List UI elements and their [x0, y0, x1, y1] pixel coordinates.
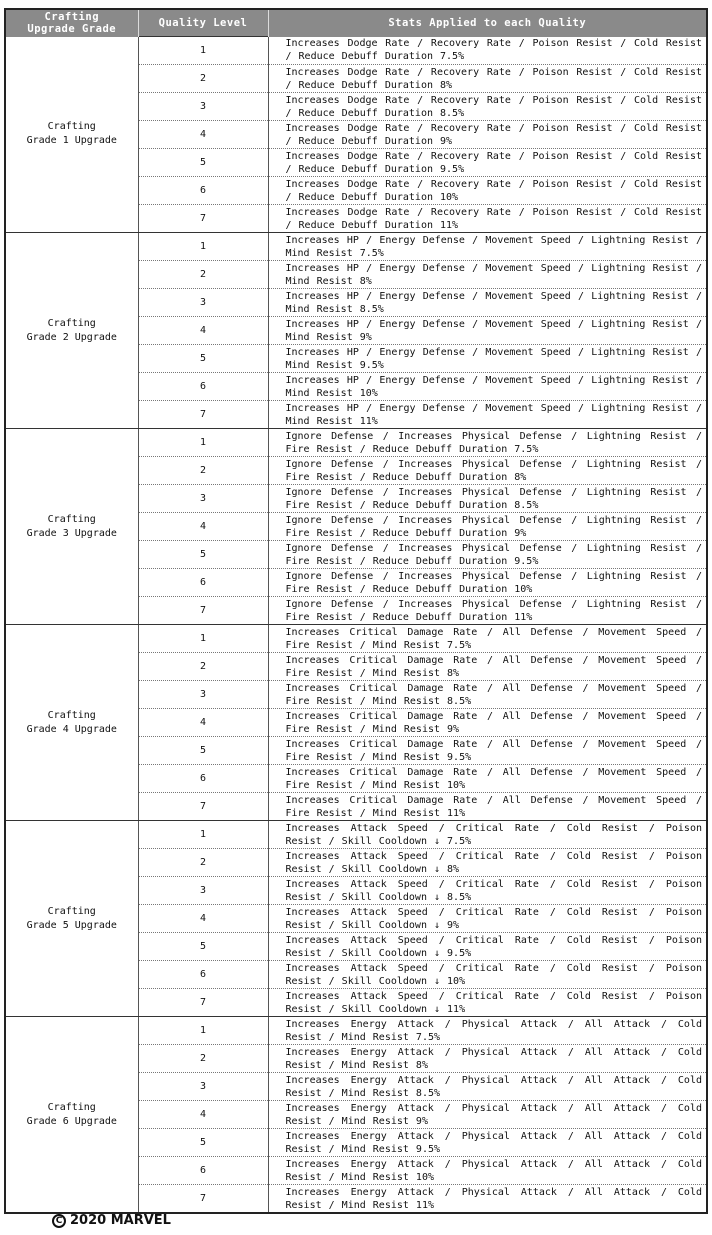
stat-description-cell: Ignore Defense / Increases Physical Defense / Lightning Resist / Fire Resist / Reduce Debuff Duration 7.5%: [268, 429, 707, 457]
quality-level-cell: 7: [138, 793, 268, 821]
quality-level-cell: 6: [138, 765, 268, 793]
quality-level-cell: 5: [138, 541, 268, 569]
quality-level-cell: 4: [138, 513, 268, 541]
stat-description-cell: Increases HP / Energy Defense / Movement Speed / Lightning Resist / Mind Resist 10%: [268, 373, 707, 401]
upgrade-grade-cell: [5, 429, 138, 625]
upgrade-grade-cell: [5, 625, 138, 821]
quality-level-cell: 1: [138, 1017, 268, 1045]
quality-level-cell: 3: [138, 485, 268, 513]
stat-description-cell: Increases Critical Damage Rate / All Defense / Movement Speed / Fire Resist / Mind Resist 9%: [268, 709, 707, 737]
stat-description-cell: Ignore Defense / Increases Physical Defense / Lightning Resist / Fire Resist / Reduce Debuff Duration 8%: [268, 457, 707, 485]
stat-description-cell: Increases Attack Speed / Critical Rate / Cold Resist / Poison Resist / Skill Cooldown ↓ 8.5%: [268, 877, 707, 905]
stat-description-cell: Ignore Defense / Increases Physical Defense / Lightning Resist / Fire Resist / Reduce Debuff Duration 10%: [268, 569, 707, 597]
quality-level-cell: 3: [138, 681, 268, 709]
table-row: [5, 625, 707, 653]
upgrade-grade-cell: [5, 1017, 138, 1214]
upgrade-grade-line2: Grade 6 Upgrade: [26, 1115, 117, 1127]
stat-description-cell: Increases HP / Energy Defense / Movement Speed / Lightning Resist / Mind Resist 9.5%: [268, 345, 707, 373]
crafting-stats-table: [4, 8, 708, 1214]
quality-level-cell: 2: [138, 261, 268, 289]
stat-description-cell: Increases Attack Speed / Critical Rate / Cold Resist / Poison Resist / Skill Cooldown ↓ 8%: [268, 849, 707, 877]
quality-level-cell: 7: [138, 401, 268, 429]
header-quality-level: Quality Level: [138, 9, 268, 37]
table-row: [5, 821, 707, 849]
upgrade-grade-line2: Grade 4 Upgrade: [26, 723, 117, 735]
header-upgrade-grade-line1: Crafting: [44, 11, 100, 24]
stat-description-cell: Increases Attack Speed / Critical Rate / Cold Resist / Poison Resist / Skill Cooldown ↓ 9.5%: [268, 933, 707, 961]
quality-level-cell: 7: [138, 1185, 268, 1214]
quality-level-cell: 4: [138, 121, 268, 149]
stat-description-cell: Increases Energy Attack / Physical Attack / All Attack / Cold Resist / Mind Resist 8.5%: [268, 1073, 707, 1101]
table-body: [5, 37, 707, 1214]
quality-level-cell: 2: [138, 849, 268, 877]
upgrade-grade-line1: Crafting: [47, 121, 96, 133]
quality-level-cell: 3: [138, 1073, 268, 1101]
quality-level-cell: 4: [138, 905, 268, 933]
copyright-footer: [52, 1213, 171, 1228]
quality-level-cell: 6: [138, 961, 268, 989]
stat-description-cell: Increases Attack Speed / Critical Rate / Cold Resist / Poison Resist / Skill Cooldown ↓ 10%: [268, 961, 707, 989]
upgrade-grade-line2: Grade 2 Upgrade: [26, 331, 117, 343]
stat-description-cell: Increases Energy Attack / Physical Attack / All Attack / Cold Resist / Mind Resist 7.5%: [268, 1017, 707, 1045]
table-header: [5, 9, 707, 37]
quality-level-cell: 6: [138, 1157, 268, 1185]
stat-description-cell: Ignore Defense / Increases Physical Defense / Lightning Resist / Fire Resist / Reduce Debuff Duration 8.5%: [268, 485, 707, 513]
quality-level-cell: 1: [138, 625, 268, 653]
upgrade-grade-cell: [5, 233, 138, 429]
stat-description-cell: Increases Dodge Rate / Recovery Rate / Poison Resist / Cold Resist / Reduce Debuff Duration 9.5%: [268, 149, 707, 177]
stat-description-cell: Increases Dodge Rate / Recovery Rate / Poison Resist / Cold Resist / Reduce Debuff Duration 10%: [268, 177, 707, 205]
copyright-icon: C: [52, 1214, 66, 1228]
quality-level-cell: 2: [138, 65, 268, 93]
upgrade-grade-line1: Crafting: [47, 513, 96, 525]
quality-level-cell: 5: [138, 149, 268, 177]
upgrade-grade-line2: Grade 1 Upgrade: [26, 135, 117, 147]
stat-description-cell: Increases Energy Attack / Physical Attack / All Attack / Cold Resist / Mind Resist 11%: [268, 1185, 707, 1214]
upgrade-grade-cell: [5, 821, 138, 1017]
stat-description-cell: Increases Critical Damage Rate / All Defense / Movement Speed / Fire Resist / Mind Resist 8.5%: [268, 681, 707, 709]
upgrade-grade-line1: Crafting: [47, 905, 96, 917]
stat-description-cell: Increases HP / Energy Defense / Movement Speed / Lightning Resist / Mind Resist 7.5%: [268, 233, 707, 261]
stat-description-cell: Increases Dodge Rate / Recovery Rate / Poison Resist / Cold Resist / Reduce Debuff Duration 7.5%: [268, 37, 707, 65]
stat-description-cell: Increases Energy Attack / Physical Attack / All Attack / Cold Resist / Mind Resist 9.5%: [268, 1129, 707, 1157]
header-upgrade-grade: [5, 9, 138, 37]
upgrade-grade-line2: Grade 5 Upgrade: [26, 919, 117, 931]
table-row: [5, 429, 707, 457]
header-row: [5, 9, 707, 37]
quality-level-cell: 2: [138, 457, 268, 485]
stat-description-cell: Increases Critical Damage Rate / All Defense / Movement Speed / Fire Resist / Mind Resist 10%: [268, 765, 707, 793]
quality-level-cell: 5: [138, 345, 268, 373]
stat-description-cell: Increases Dodge Rate / Recovery Rate / Poison Resist / Cold Resist / Reduce Debuff Duration 8%: [268, 65, 707, 93]
stat-description-cell: Increases HP / Energy Defense / Movement Speed / Lightning Resist / Mind Resist 9%: [268, 317, 707, 345]
quality-level-cell: 5: [138, 1129, 268, 1157]
stat-description-cell: Increases HP / Energy Defense / Movement Speed / Lightning Resist / Mind Resist 11%: [268, 401, 707, 429]
stat-description-cell: Increases Critical Damage Rate / All Defense / Movement Speed / Fire Resist / Mind Resist 9.5%: [268, 737, 707, 765]
quality-level-cell: 6: [138, 177, 268, 205]
stat-description-cell: Increases Energy Attack / Physical Attack / All Attack / Cold Resist / Mind Resist 9%: [268, 1101, 707, 1129]
quality-level-cell: 5: [138, 737, 268, 765]
quality-level-cell: 7: [138, 205, 268, 233]
quality-level-cell: 6: [138, 373, 268, 401]
stat-description-cell: Increases HP / Energy Defense / Movement Speed / Lightning Resist / Mind Resist 8.5%: [268, 289, 707, 317]
stat-description-cell: Increases Energy Attack / Physical Attack / All Attack / Cold Resist / Mind Resist 8%: [268, 1045, 707, 1073]
stat-description-cell: Increases Attack Speed / Critical Rate / Cold Resist / Poison Resist / Skill Cooldown ↓ 11%: [268, 989, 707, 1017]
header-stats: Stats Applied to each Quality: [268, 9, 707, 37]
quality-level-cell: 1: [138, 429, 268, 457]
stat-description-cell: Ignore Defense / Increases Physical Defense / Lightning Resist / Fire Resist / Reduce Debuff Duration 9%: [268, 513, 707, 541]
quality-level-cell: 4: [138, 709, 268, 737]
stat-description-cell: Ignore Defense / Increases Physical Defense / Lightning Resist / Fire Resist / Reduce Debuff Duration 11%: [268, 597, 707, 625]
stat-description-cell: Increases HP / Energy Defense / Movement Speed / Lightning Resist / Mind Resist 8%: [268, 261, 707, 289]
table-row: [5, 37, 707, 65]
stat-description-cell: Increases Dodge Rate / Recovery Rate / Poison Resist / Cold Resist / Reduce Debuff Duration 9%: [268, 121, 707, 149]
table-row: [5, 233, 707, 261]
quality-level-cell: 1: [138, 233, 268, 261]
stat-description-cell: Increases Dodge Rate / Recovery Rate / Poison Resist / Cold Resist / Reduce Debuff Duration 8.5%: [268, 93, 707, 121]
stat-description-cell: Increases Critical Damage Rate / All Defense / Movement Speed / Fire Resist / Mind Resist 11%: [268, 793, 707, 821]
header-upgrade-grade-line2: Upgrade Grade: [27, 23, 117, 36]
stat-description-cell: Increases Dodge Rate / Recovery Rate / Poison Resist / Cold Resist / Reduce Debuff Duration 11%: [268, 205, 707, 233]
upgrade-grade-line1: Crafting: [47, 1101, 96, 1113]
copyright-text: 2020 MARVEL: [70, 1213, 171, 1228]
quality-level-cell: 1: [138, 821, 268, 849]
stat-description-cell: Ignore Defense / Increases Physical Defense / Lightning Resist / Fire Resist / Reduce Debuff Duration 9.5%: [268, 541, 707, 569]
upgrade-grade-cell: [5, 37, 138, 233]
quality-level-cell: 1: [138, 37, 268, 65]
quality-level-cell: 4: [138, 317, 268, 345]
quality-level-cell: 7: [138, 989, 268, 1017]
quality-level-cell: 7: [138, 597, 268, 625]
stat-description-cell: Increases Energy Attack / Physical Attack / All Attack / Cold Resist / Mind Resist 10%: [268, 1157, 707, 1185]
stat-description-cell: Increases Critical Damage Rate / All Defense / Movement Speed / Fire Resist / Mind Resist 7.5%: [268, 625, 707, 653]
quality-level-cell: 6: [138, 569, 268, 597]
quality-level-cell: 3: [138, 289, 268, 317]
stat-description-cell: Increases Attack Speed / Critical Rate / Cold Resist / Poison Resist / Skill Cooldown ↓ 7.5%: [268, 821, 707, 849]
upgrade-grade-line1: Crafting: [47, 317, 96, 329]
quality-level-cell: 4: [138, 1101, 268, 1129]
upgrade-grade-line2: Grade 3 Upgrade: [26, 527, 117, 539]
quality-level-cell: 5: [138, 933, 268, 961]
stat-description-cell: Increases Critical Damage Rate / All Defense / Movement Speed / Fire Resist / Mind Resist 8%: [268, 653, 707, 681]
stat-description-cell: Increases Attack Speed / Critical Rate / Cold Resist / Poison Resist / Skill Cooldown ↓ 9%: [268, 905, 707, 933]
quality-level-cell: 2: [138, 653, 268, 681]
table-row: [5, 1017, 707, 1045]
quality-level-cell: 3: [138, 877, 268, 905]
quality-level-cell: 3: [138, 93, 268, 121]
upgrade-grade-line1: Crafting: [47, 709, 96, 721]
quality-level-cell: 2: [138, 1045, 268, 1073]
